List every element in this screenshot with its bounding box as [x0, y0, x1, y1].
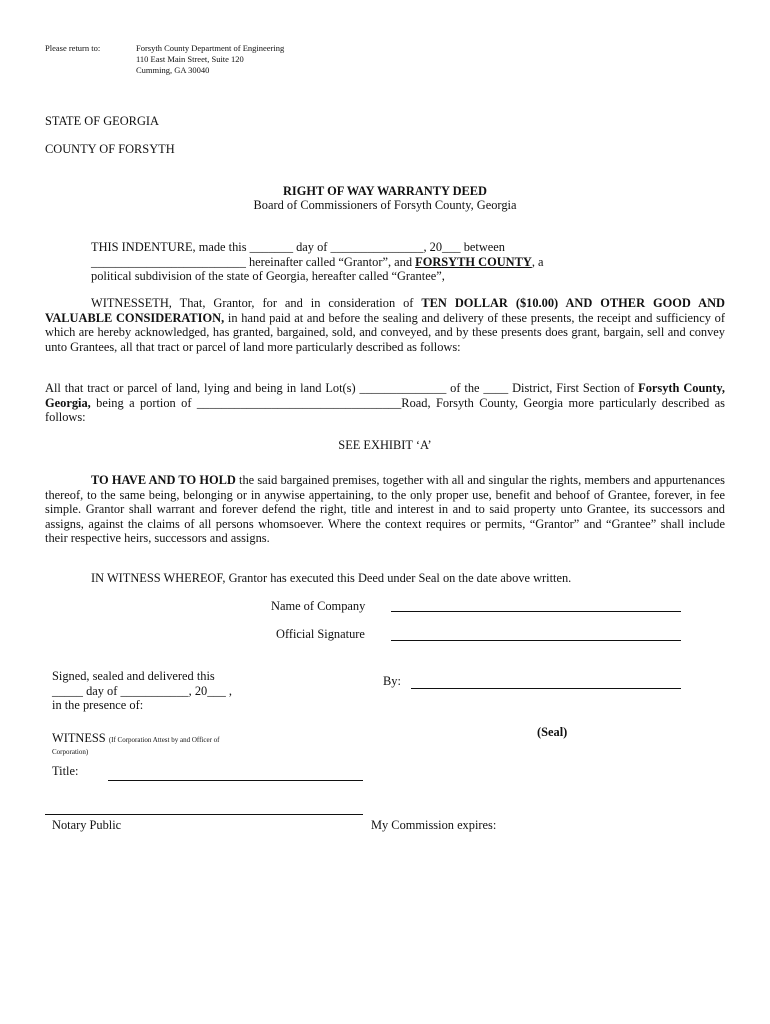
tract-text: All that tract or parcel of land, lying and being in land Lot(s) ______________ of the ____ District, First Section of — [45, 381, 639, 395]
indenture-line-1: THIS INDENTURE, made this _______ day of _______________, 20___ between — [91, 240, 505, 254]
witnesseth-text: WITNESSETH, That, Grantor, for and in consideration of — [91, 296, 422, 310]
commission-expires-label: My Commission expires: — [371, 818, 497, 832]
signed-line-1: Signed, sealed and delivered this — [52, 669, 215, 683]
by-signature-line[interactable] — [411, 688, 681, 689]
company-name-line[interactable] — [391, 611, 681, 612]
exhibit-reference: SEE EXHIBIT ‘A’ — [338, 438, 432, 452]
witnesseth-paragraph — [45, 296, 725, 354]
return-address-line: 110 East Main Street, Suite 120 — [136, 54, 244, 64]
company-name-label: Name of Company — [271, 599, 366, 613]
return-label: Please return to: — [45, 43, 101, 53]
official-signature-label: Official Signature — [276, 627, 365, 641]
habendum-heading: TO HAVE AND TO HOLD — [91, 473, 236, 487]
return-address-line: Forsyth County Department of Engineering — [136, 43, 285, 53]
signed-line-3: in the presence of: — [52, 698, 144, 712]
indenture-text: , a — [531, 254, 544, 269]
indenture-paragraph — [91, 240, 731, 284]
deed-subtitle: Board of Commissioners of Forsyth County, Georgia — [253, 198, 517, 212]
official-signature-line[interactable] — [391, 640, 681, 641]
signed-line-2: _____ day of ___________, 20___ , — [52, 683, 232, 698]
county-bold-text: Forsyth County, Georgia, — [45, 381, 725, 410]
title-label: Title: — [52, 764, 79, 778]
return-address — [136, 43, 284, 76]
county-line: COUNTY OF FORSYTH — [45, 142, 175, 156]
notary-signature-line[interactable] — [45, 814, 363, 815]
consideration-text: TEN DOLLAR ($10.00) AND OTHER GOOD AND VALUABLE CONSIDERATION, — [45, 296, 725, 325]
seal-label: (Seal) — [537, 725, 568, 739]
witness-note: (If Corporation Attest by and Officer of — [108, 736, 220, 744]
indenture-line-3: political subdivision of the state of Georgia, hereafter called “Grantee”, — [91, 269, 445, 283]
witness-note-line-2: Corporation) — [52, 747, 89, 756]
tract-paragraph — [45, 381, 725, 425]
indenture-text: _________________________ hereinafter called “Grantor”, and — [91, 254, 416, 269]
by-label: By: — [383, 674, 401, 688]
state-line: STATE OF GEORGIA — [45, 114, 159, 128]
habendum-paragraph — [45, 473, 725, 546]
tract-text: being a portion of _________________________________Road, Forsyth County, Georgia more particularly described as follows: — [45, 395, 725, 424]
habendum-text: the said bargained premises, together with all and singular the rights, members and appurtenances thereof, to the same being, belonging or in anywise appertaining, to the only proper use, benefit and behoof of Grantee, forever, in fee simple. Grantor shall warrant and forever defend the right, title and interest in and to said property unto Grantee, its successors and assigns, against the claims of all persons whomsoever. Where the context requires or permits, “Grantor” and “Grantee” shall include their respective heirs, successors and assigns. — [45, 473, 726, 545]
deed-title: RIGHT OF WAY WARRANTY DEED — [282, 184, 488, 198]
witness-label: WITNESS — [52, 731, 106, 745]
notary-public-label: Notary Public — [52, 818, 122, 832]
signed-block — [52, 669, 312, 713]
title-line[interactable] — [108, 780, 363, 781]
indenture-line-2 — [91, 255, 731, 270]
witness-block — [52, 731, 302, 757]
grantee-name: FORSYTH COUNTY — [415, 254, 532, 269]
return-address-line: Cumming, GA 30040 — [136, 65, 210, 75]
witnesseth-text: in hand paid at and before the sealing and delivery of these presents, the receipt and sufficiency of which are hereby acknowledged, has granted, bargained, sold, and conveyed, and by these presents does grant, bargain, sell and convey unto Grantees, all that tract or parcel of land more particularly described as follows: — [45, 310, 725, 354]
in-witness-statement: IN WITNESS WHEREOF, Grantor has executed this Deed under Seal on the date above written. — [91, 571, 572, 585]
